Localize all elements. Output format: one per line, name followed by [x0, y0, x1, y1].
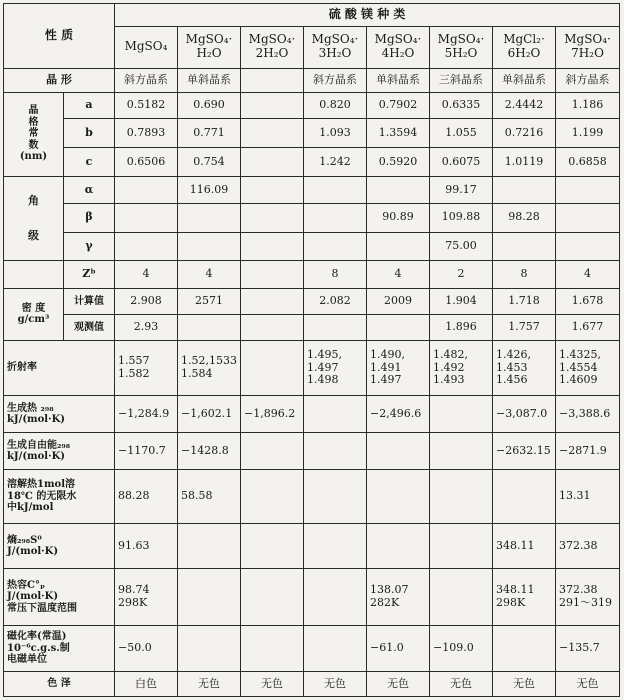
value-cell: 1.677: [556, 314, 620, 340]
value-cell: 75.00: [430, 232, 493, 261]
sub-label: a: [64, 92, 115, 119]
row-heat-formation: [4, 396, 620, 433]
value-cell: −2871.9: [556, 433, 620, 470]
value-cell: [178, 523, 241, 568]
value-cell: [304, 232, 367, 261]
value-cell: [493, 232, 556, 261]
value-cell: 0.6506: [115, 148, 178, 177]
value-cell: 0.5182: [115, 92, 178, 119]
value-cell: 1.093: [304, 119, 367, 148]
value-cell: [178, 625, 241, 671]
row-label: 磁化率(常温) 10⁻⁶c.g.s.制 电磁单位: [4, 625, 115, 671]
value-cell: −135.7: [556, 625, 620, 671]
column-header: MgCl₂· 6H₂O: [493, 26, 556, 68]
row-lattice-c: [4, 148, 620, 177]
value-cell: [178, 232, 241, 261]
value-cell: [556, 232, 620, 261]
row-dissolution: [4, 470, 620, 524]
row-density-obs: [4, 314, 620, 340]
value-cell: 99.17: [430, 176, 493, 203]
value-cell: 斜方晶系: [115, 68, 178, 92]
value-cell: [241, 470, 304, 524]
type-group-header: 硫 酸 镁 种 类: [115, 4, 620, 27]
value-cell: 单斜晶系: [493, 68, 556, 92]
angle-label-bottom: 级: [28, 228, 39, 242]
value-cell: 0.7216: [493, 119, 556, 148]
value-cell: [241, 433, 304, 470]
row-label: 折射率: [4, 340, 115, 396]
value-cell: [430, 470, 493, 524]
row-refractive: [4, 340, 620, 396]
value-cell: [367, 232, 430, 261]
row-lattice-a: [4, 92, 620, 119]
value-cell: −1,602.1: [178, 396, 241, 433]
value-cell: [493, 625, 556, 671]
value-cell: [178, 314, 241, 340]
row-label: 热容C°ₚ J/(mol·K) 常压下温度范围: [4, 569, 115, 626]
value-cell: 1.678: [556, 289, 620, 315]
column-header: MgSO₄· 2H₂O: [241, 26, 304, 68]
value-cell: [556, 203, 620, 232]
value-cell: [115, 203, 178, 232]
value-cell: −1,284.9: [115, 396, 178, 433]
value-cell: 无色: [241, 672, 304, 697]
value-cell: [241, 523, 304, 568]
value-cell: [430, 433, 493, 470]
value-cell: [430, 523, 493, 568]
value-cell: [115, 232, 178, 261]
row-heat-capacity: [4, 569, 620, 626]
magnesium-sulfate-properties-table: [3, 3, 620, 697]
value-cell: 98.28: [493, 203, 556, 232]
value-cell: 三斜晶系: [430, 68, 493, 92]
value-cell: [241, 119, 304, 148]
value-cell: [241, 625, 304, 671]
row-label: 色 泽: [4, 672, 115, 697]
value-cell: [493, 470, 556, 524]
row-magnetic: [4, 625, 620, 671]
value-cell: 1.482, 1.492 1.493: [430, 340, 493, 396]
value-cell: [367, 470, 430, 524]
group-label: 密 度 g/cm³: [4, 289, 64, 340]
value-cell: 无色: [430, 672, 493, 697]
row-label: 生成热 ₂₉₈ kJ/(mol·K): [4, 396, 115, 433]
value-cell: [241, 68, 304, 92]
value-cell: [304, 569, 367, 626]
value-cell: 2009: [367, 289, 430, 315]
property-header: 性 质: [4, 4, 115, 69]
value-cell: 88.28: [115, 470, 178, 524]
value-cell: 单斜晶系: [367, 68, 430, 92]
value-cell: 2571: [178, 289, 241, 315]
value-cell: 2.082: [304, 289, 367, 315]
value-cell: 138.07 282K: [367, 569, 430, 626]
row-free-energy: [4, 433, 620, 470]
value-cell: 8: [304, 261, 367, 289]
value-cell: 4: [367, 261, 430, 289]
value-cell: [241, 176, 304, 203]
value-cell: 1.757: [493, 314, 556, 340]
value-cell: 1.3594: [367, 119, 430, 148]
value-cell: 0.754: [178, 148, 241, 177]
value-cell: 4: [178, 261, 241, 289]
value-cell: −1170.7: [115, 433, 178, 470]
value-cell: [430, 569, 493, 626]
value-cell: 4: [115, 261, 178, 289]
value-cell: [304, 470, 367, 524]
value-cell: 1.904: [430, 289, 493, 315]
angle-label-top: 角: [28, 194, 39, 207]
value-cell: 13.31: [556, 470, 620, 524]
sub-label: β: [64, 203, 115, 232]
sub-label: 计算值: [64, 289, 115, 315]
row-density-calc: [4, 289, 620, 315]
column-header: MgSO₄· 5H₂O: [430, 26, 493, 68]
sub-label: α: [64, 176, 115, 203]
value-cell: 2.4442: [493, 92, 556, 119]
value-cell: [241, 569, 304, 626]
value-cell: [178, 569, 241, 626]
column-header: MgSO₄· 4H₂O: [367, 26, 430, 68]
value-cell: [304, 433, 367, 470]
value-cell: 无色: [493, 672, 556, 697]
value-cell: 348.11 298K: [493, 569, 556, 626]
value-cell: 白色: [115, 672, 178, 697]
sub-label: 观测值: [64, 314, 115, 340]
value-cell: [241, 148, 304, 177]
value-cell: [178, 203, 241, 232]
table-body: [4, 4, 620, 697]
row-crystal-form: [4, 68, 620, 92]
row-angle-alpha: [4, 176, 620, 203]
value-cell: 4: [556, 261, 620, 289]
value-cell: [304, 396, 367, 433]
value-cell: 1.242: [304, 148, 367, 177]
value-cell: 348.11: [493, 523, 556, 568]
column-header: MgSO₄· H₂O: [178, 26, 241, 68]
value-cell: 2.908: [115, 289, 178, 315]
value-cell: −3,388.6: [556, 396, 620, 433]
value-cell: 0.690: [178, 92, 241, 119]
value-cell: 0.5920: [367, 148, 430, 177]
blank-cell: [4, 261, 64, 289]
value-cell: [304, 314, 367, 340]
value-cell: 0.820: [304, 92, 367, 119]
value-cell: 1.557 1.582: [115, 340, 178, 396]
value-cell: 1.4325, 1.4554 1.4609: [556, 340, 620, 396]
sub-label: c: [64, 148, 115, 177]
value-cell: 0.6335: [430, 92, 493, 119]
value-cell: 无色: [178, 672, 241, 697]
sub-label: Zᵇ: [64, 261, 115, 289]
value-cell: 116.09: [178, 176, 241, 203]
value-cell: [304, 176, 367, 203]
value-cell: [241, 340, 304, 396]
row-entropy: [4, 523, 620, 568]
value-cell: 0.6075: [430, 148, 493, 177]
row-label: 晶 形: [4, 68, 115, 92]
value-cell: 58.58: [178, 470, 241, 524]
value-cell: −50.0: [115, 625, 178, 671]
value-cell: 90.89: [367, 203, 430, 232]
value-cell: 1.186: [556, 92, 620, 119]
group-label: [4, 176, 64, 260]
value-cell: −1428.8: [178, 433, 241, 470]
value-cell: 2: [430, 261, 493, 289]
value-cell: −61.0: [367, 625, 430, 671]
sub-label: b: [64, 119, 115, 148]
value-cell: 1.055: [430, 119, 493, 148]
row-lattice-b: [4, 119, 620, 148]
value-cell: 单斜晶系: [178, 68, 241, 92]
value-cell: [367, 314, 430, 340]
value-cell: [241, 289, 304, 315]
value-cell: 1.718: [493, 289, 556, 315]
value-cell: [241, 314, 304, 340]
value-cell: 1.896: [430, 314, 493, 340]
value-cell: 0.7893: [115, 119, 178, 148]
value-cell: 1.199: [556, 119, 620, 148]
row-label: 熵₂₉₈S⁰ J/(mol·K): [4, 523, 115, 568]
value-cell: 91.63: [115, 523, 178, 568]
value-cell: [241, 232, 304, 261]
value-cell: 98.74 298K: [115, 569, 178, 626]
value-cell: 0.7902: [367, 92, 430, 119]
value-cell: [367, 433, 430, 470]
value-cell: 1.0119: [493, 148, 556, 177]
row-angle-beta: [4, 203, 620, 232]
row-angle-gamma: [4, 232, 620, 261]
value-cell: 无色: [367, 672, 430, 697]
value-cell: [493, 176, 556, 203]
value-cell: [115, 176, 178, 203]
value-cell: [304, 203, 367, 232]
value-cell: 2.93: [115, 314, 178, 340]
value-cell: [241, 203, 304, 232]
value-cell: 无色: [556, 672, 620, 697]
value-cell: 斜方晶系: [556, 68, 620, 92]
value-cell: 372.38: [556, 523, 620, 568]
value-cell: [241, 92, 304, 119]
column-header: MgSO₄· 3H₂O: [304, 26, 367, 68]
sub-label: γ: [64, 232, 115, 261]
value-cell: −109.0: [430, 625, 493, 671]
row-label: 生成自由能₂₉₈ kJ/(mol·K): [4, 433, 115, 470]
row-color: [4, 672, 620, 697]
value-cell: −2,496.6: [367, 396, 430, 433]
value-cell: −3,087.0: [493, 396, 556, 433]
value-cell: 1.52,1533 1.584: [178, 340, 241, 396]
value-cell: 1.490, 1.491 1.497: [367, 340, 430, 396]
value-cell: 斜方晶系: [304, 68, 367, 92]
value-cell: −2632.15: [493, 433, 556, 470]
value-cell: 0.6858: [556, 148, 620, 177]
row-z: [4, 261, 620, 289]
value-cell: [241, 261, 304, 289]
value-cell: 0.771: [178, 119, 241, 148]
value-cell: [367, 523, 430, 568]
value-cell: [430, 396, 493, 433]
column-header: MgSO₄· 7H₂O: [556, 26, 620, 68]
value-cell: [304, 523, 367, 568]
value-cell: 372.38 291～319: [556, 569, 620, 626]
column-header: MgSO₄: [115, 26, 178, 68]
value-cell: 8: [493, 261, 556, 289]
group-label: 晶 格 常 数 (nm): [4, 92, 64, 176]
value-cell: 109.88: [430, 203, 493, 232]
value-cell: [556, 176, 620, 203]
value-cell: 无色: [304, 672, 367, 697]
value-cell: [367, 176, 430, 203]
value-cell: 1.426, 1.453 1.456: [493, 340, 556, 396]
row-label: 溶解热1mol溶 18℃ 的无限水 中kJ/mol: [4, 470, 115, 524]
value-cell: [304, 625, 367, 671]
value-cell: −1,896.2: [241, 396, 304, 433]
value-cell: 1.495, 1.497 1.498: [304, 340, 367, 396]
